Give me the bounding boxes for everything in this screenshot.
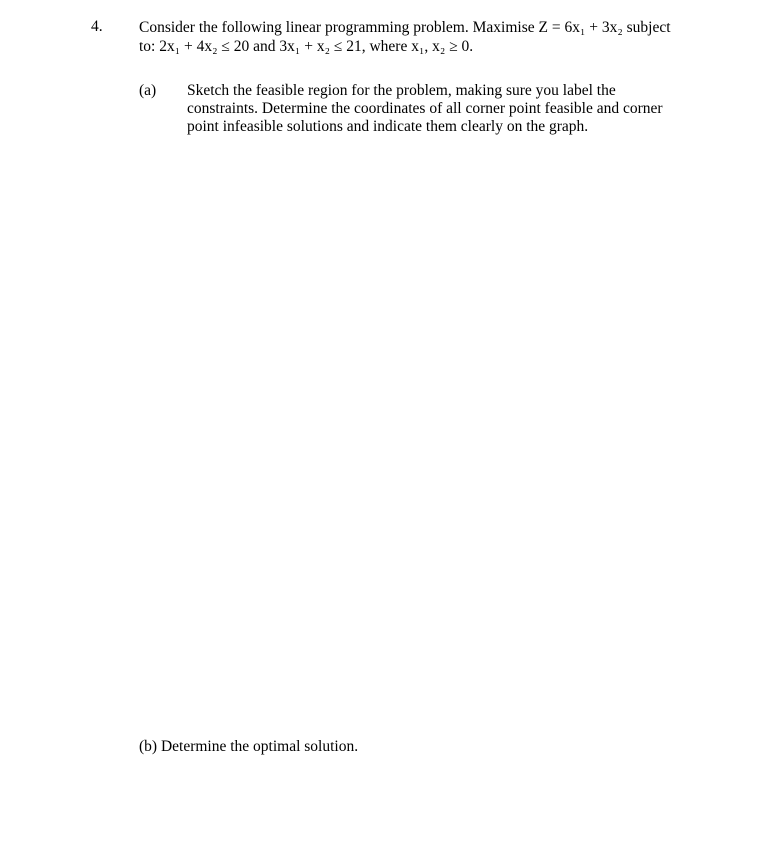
part-a-text (187, 82, 707, 136)
part-a-label: (a) (139, 82, 157, 99)
answer-space (139, 150, 739, 720)
question-line-2: to: 2x₁ + 4x₂ ≤ 20 and 3x₁ + x₂ ≤ 21, where x₁, x₂ ≥ 0. (139, 38, 474, 55)
part-a-line-3: point infeasible solutions and indicate them clearly on the graph. (187, 118, 589, 135)
part-a-line-2: constraints. Determine the coordinates of all corner point feasible and corner (187, 100, 663, 117)
question-text (139, 18, 739, 56)
part-a-line-1: Sketch the feasible region for the problem, making sure you label the (187, 82, 616, 99)
question-number: 4. (91, 18, 103, 35)
question-line-1: Consider the following linear programming problem. Maximise Z = 6x₁ + 3x₂ subject (139, 19, 671, 36)
part-b-text: (b) Determine the optimal solution. (139, 738, 359, 755)
